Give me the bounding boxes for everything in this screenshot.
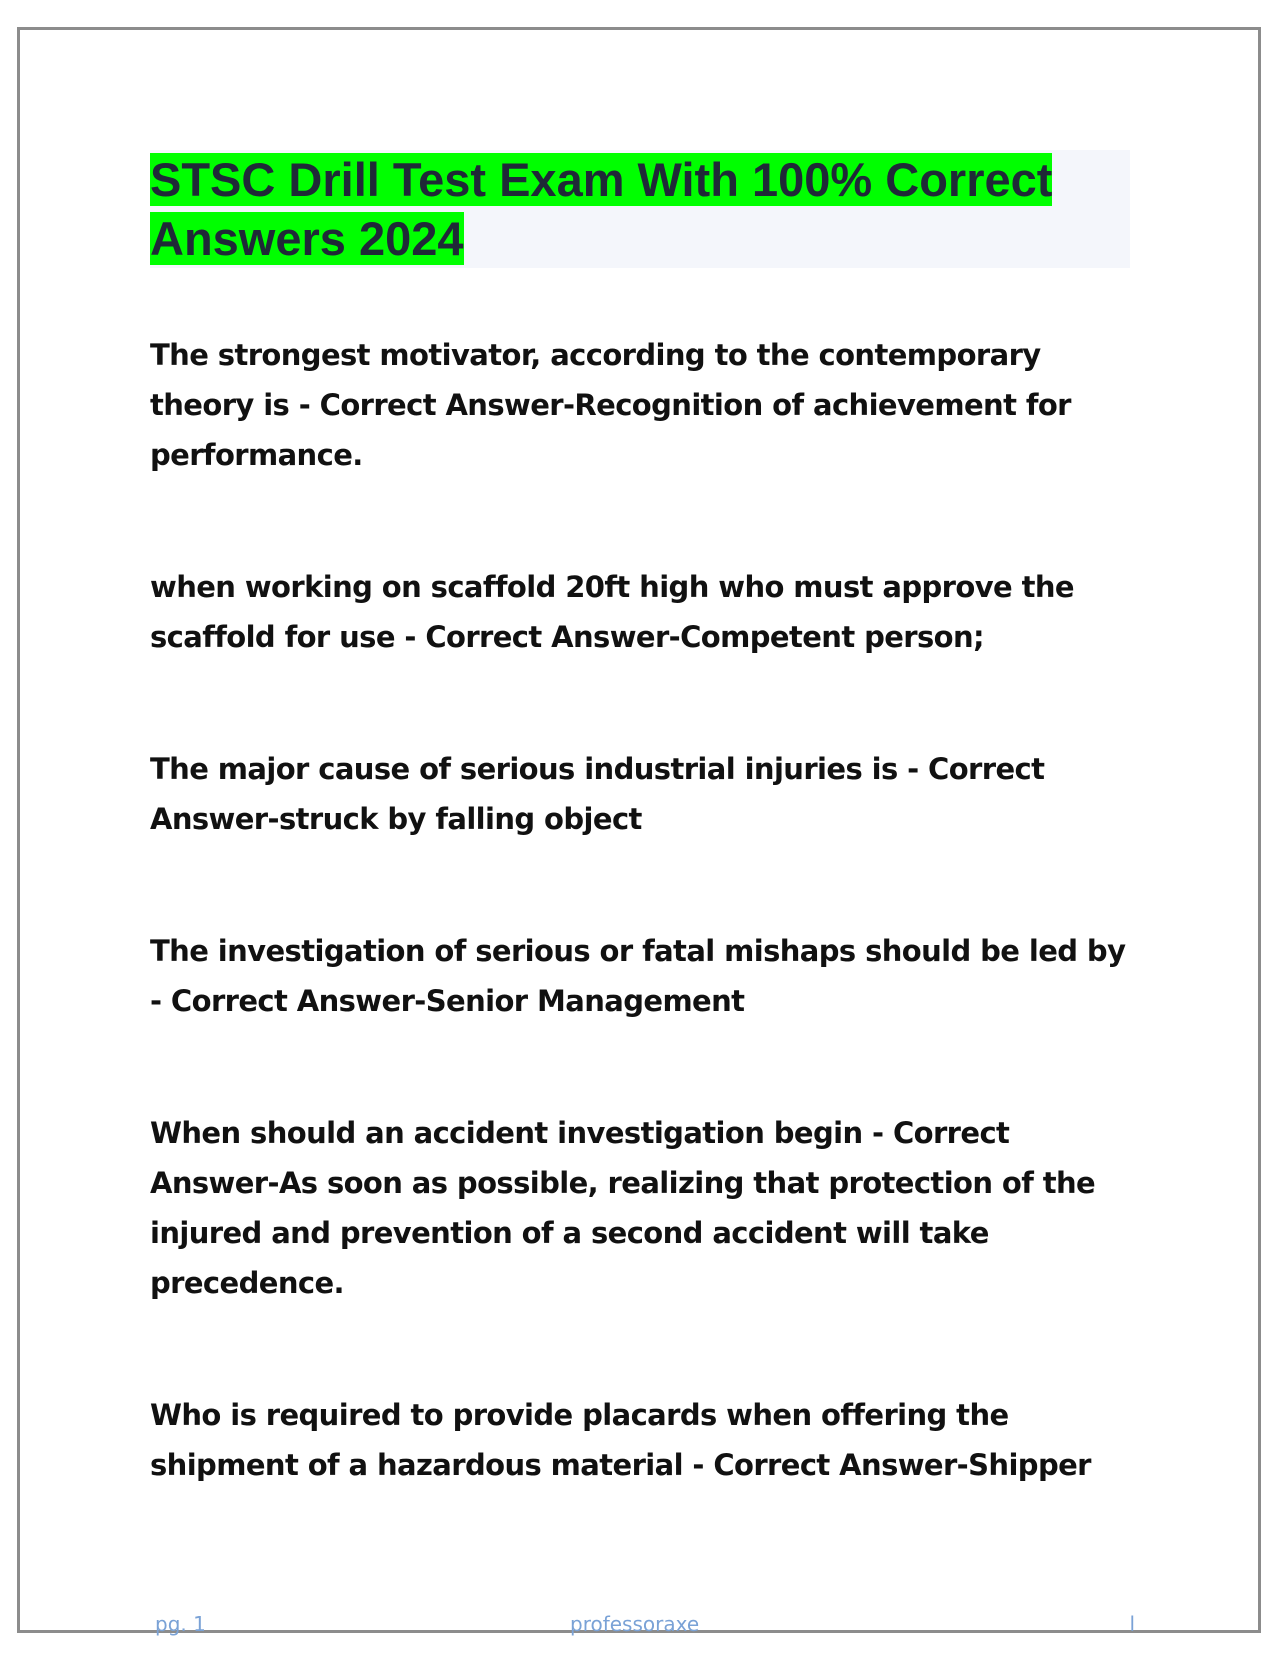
page-footer — [155, 1612, 1135, 1642]
footer-mark: l — [1129, 1612, 1135, 1636]
qa-entry-5: When should an accident investigation begin - Correct Answer-As soon as possible, realizing that protection of the injured and prevention of a second accident will take precedence. — [150, 1116, 1096, 1300]
page-title: STSC Drill Test Exam With 100% Correct Answers 2024 — [150, 153, 1053, 265]
qa-entry-6: Who is required to provide placards when offering the shipment of a hazardous material - Correct Answer-Shipper — [150, 1398, 1091, 1482]
qa-list — [150, 330, 1140, 1490]
title-block — [150, 150, 1130, 268]
qa-entry-1: The strongest motivator, according to the contemporary theory is - Correct Answer-Recognition of achievement for performance. — [150, 338, 1071, 472]
qa-entry-2: when working on scaffold 20ft high who must approve the scaffold for use - Correct Answer-Competent person; — [150, 570, 1074, 654]
qa-entry-4: The investigation of serious or fatal mishaps should be led by - Correct Answer-Senior Management — [150, 934, 1126, 1018]
page-number: pg. 1 — [155, 1612, 206, 1636]
footer-author: professoraxe — [570, 1612, 700, 1636]
qa-entry-3: The major cause of serious industrial injuries is - Correct Answer-struck by falling object — [150, 752, 1045, 836]
